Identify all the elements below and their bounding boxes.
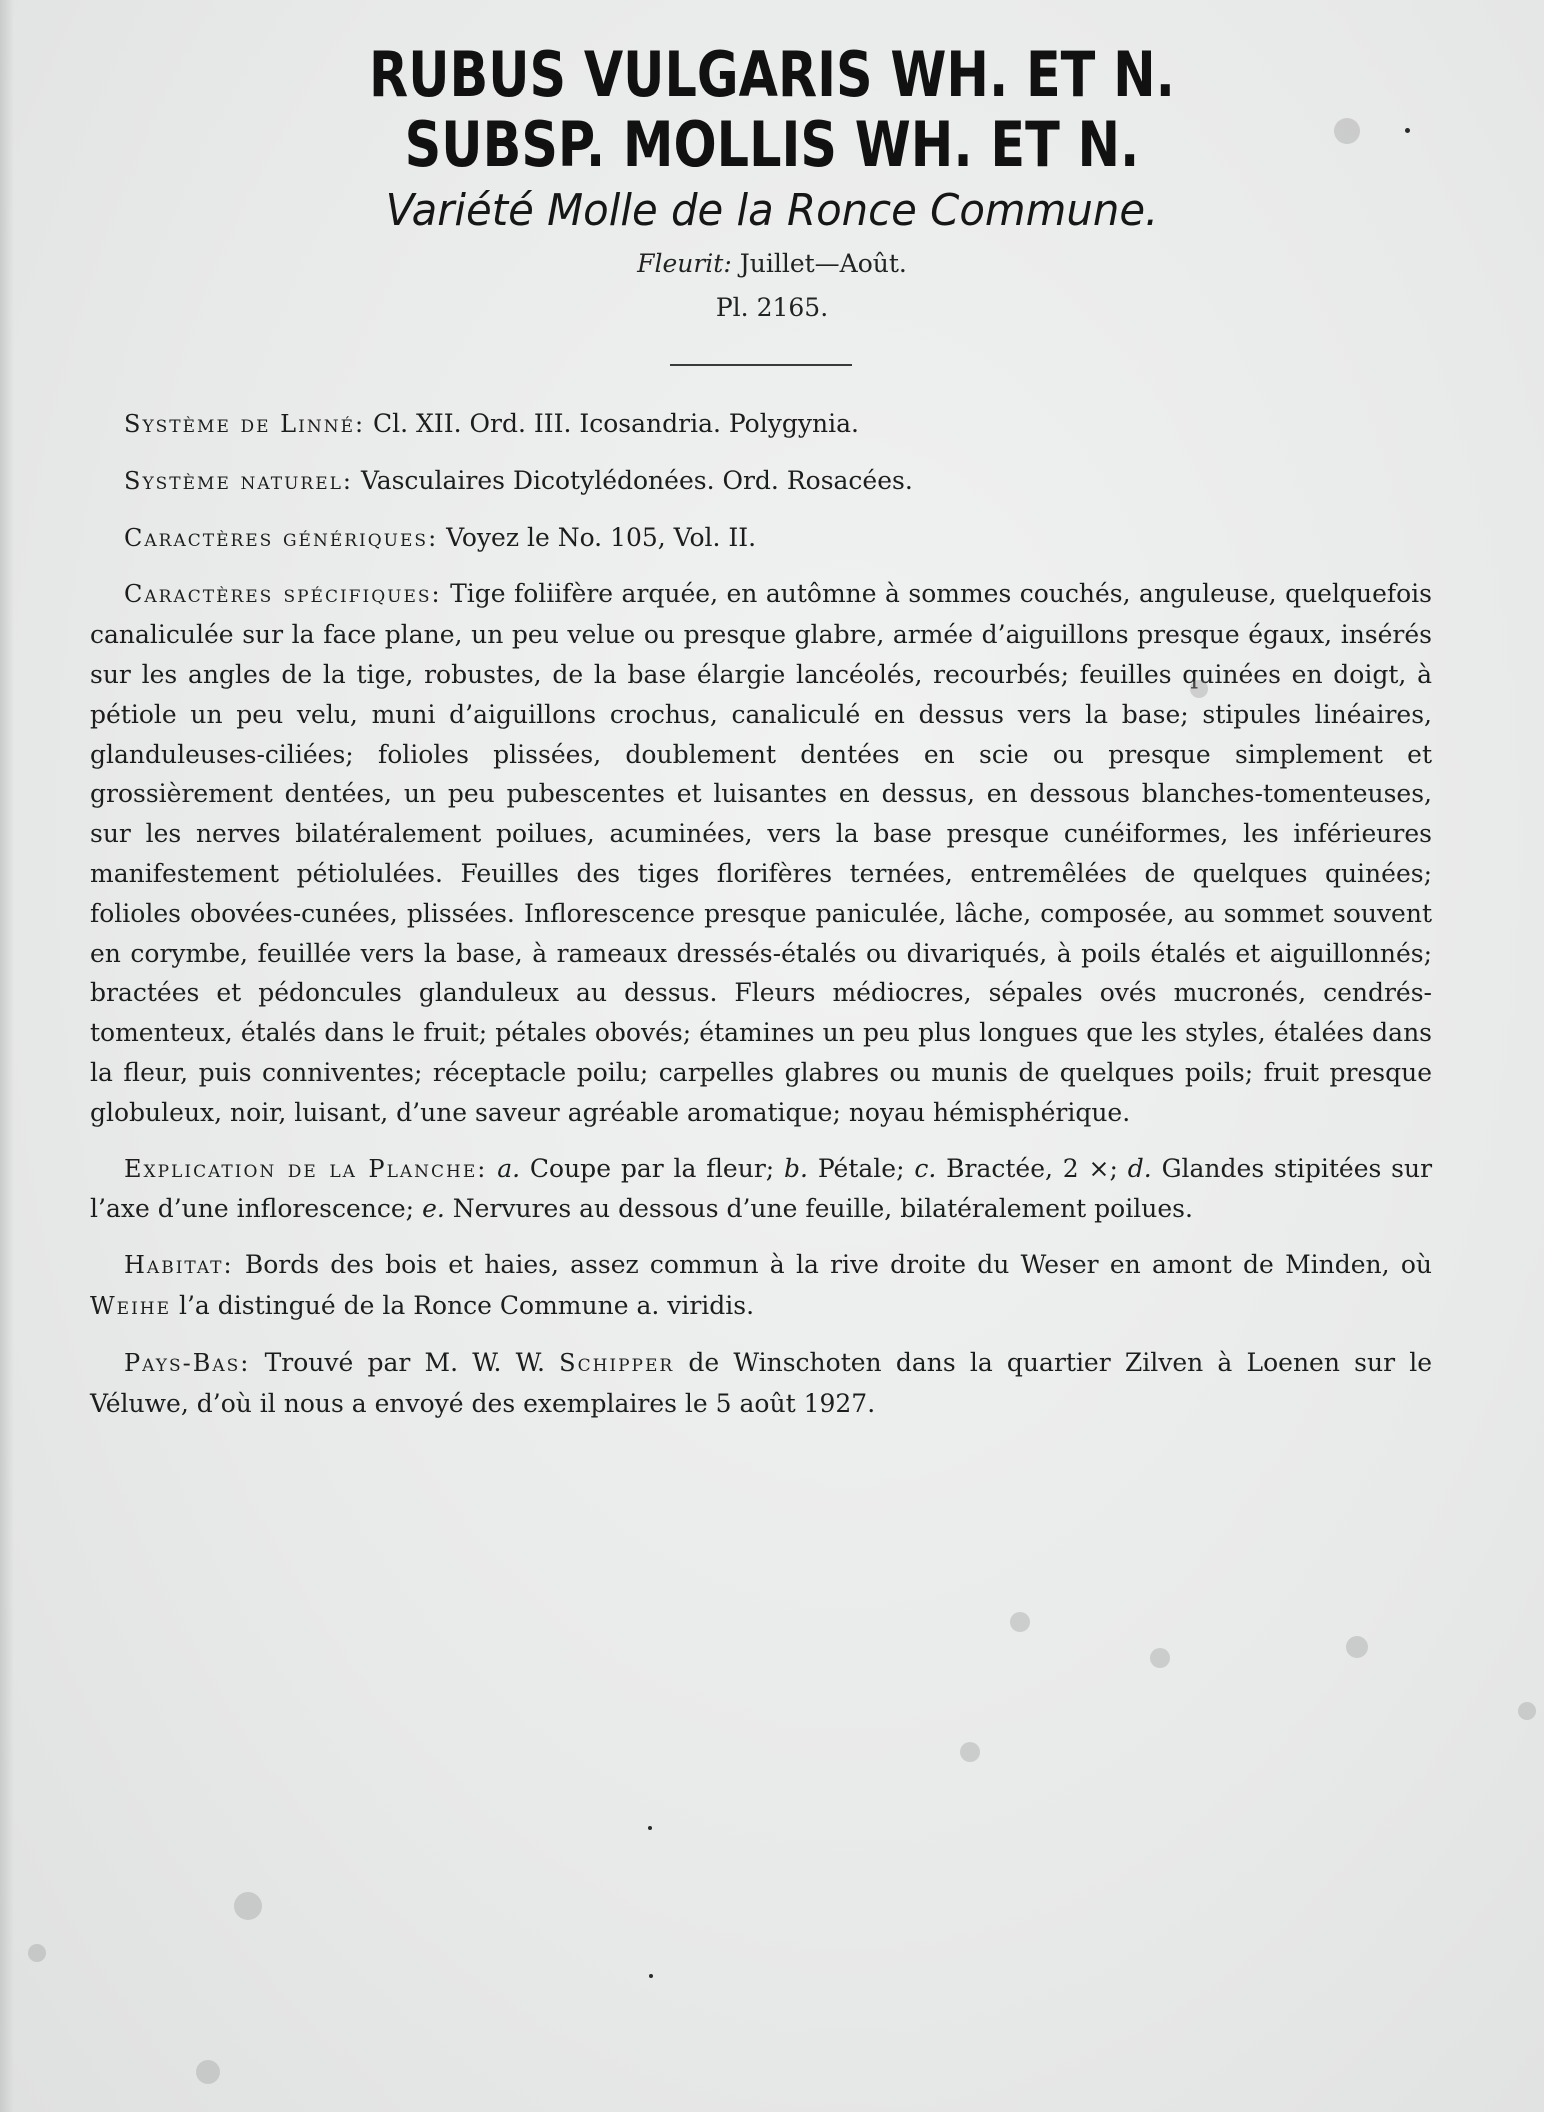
section-naturel-label: Système naturel: <box>124 466 353 495</box>
paper-speck <box>234 1892 262 1920</box>
title-line-1: RUBUS VULGARIS WH. ET N. <box>369 38 1175 111</box>
paper-speck <box>1334 118 1360 144</box>
section-habitat-text-2: l’a distingué de la Ronce Commune a. viridis. <box>178 1290 755 1320</box>
plate-text-b: Pétale; <box>817 1153 905 1183</box>
plate-text-c: Bractée, 2 ×; <box>946 1153 1118 1183</box>
section-linne-text: Cl. XII. Ord. III. Icosandria. Polygynia. <box>373 409 859 438</box>
plate-letter-c: c. <box>914 1153 937 1183</box>
header <box>0 40 1544 326</box>
subtitle: Variété Molle de la Ronce Commune. <box>385 185 1159 236</box>
section-linne-label: Système de Linné: <box>124 410 366 438</box>
section-habitat-label: Habitat: <box>124 1251 234 1280</box>
section-habitat-text-1: Bords des bois et haies, assez commun à la rive droite du Weser en amont de Minden, où <box>244 1250 1432 1280</box>
section-explication-label: Explication de la Planche: <box>124 1154 488 1183</box>
plate-letter-b: b. <box>784 1153 808 1183</box>
section-habitat <box>90 1245 1432 1327</box>
plate-letter-e: e. <box>422 1194 445 1224</box>
section-paysbas-text-2: de Winschoten dans la quartier Zilven à Loenen sur le Véluwe, d’où il nous a envoyé des exemplaires le 5 août 1927. <box>90 1347 1432 1418</box>
section-specifiques <box>90 574 1432 1132</box>
section-generiques-text: Voyez le No. 105, Vol. II. <box>446 522 757 552</box>
flowering-label: Fleurit: <box>637 249 732 278</box>
paper-speck <box>960 1742 980 1762</box>
section-specifiques-label: Caractères spécifiques: <box>124 580 442 609</box>
paper-speck <box>1346 1636 1368 1658</box>
section-paysbas <box>90 1343 1432 1424</box>
section-specifiques-text: Tige foliifère arquée, en autômne à sommes couchés, anguleuse, quelquefois canaliculée sur la face plane, un peu velue ou presque glabre, armée d’aiguillons presque égaux, insérés sur les angles de la tige, robustes, de la base élargie lancéolés, recourbés; feuilles quinées en doigt, à pétiole un peu velu, muni d’aiguillons crochus, canaliculé en dessus vers la base; stipules linéaires, glanduleuses-ciliées; folioles plissées, doublement dentées en scie ou presque simplement et grossièrement dentées, un peu pubescentes et luisantes en dessus, en dessous blanches-tomenteuses, sur les nerves bilatéralement poilues, acuminées, vers la base presque cunéiformes, les inférieures manifestement pétiolulées. Feuilles des tiges florifères ternées, entremêlées de quelques quinées; folioles obovées-cunées, plissées. Inflorescence presque paniculée, lâche, composée, au sommet souvent en corymbe, feuillée vers la base, à rameaux dressés-étalés ou divariqués, à poils étalés et aiguillonnés; bractées et pédoncules glanduleux au dessus. Fleurs médiocres, sépales ovés mucronés, cendrés-tomenteux, étalés dans le fruit; pétales obovés; étamines un peu plus longues que les styles, étalées dans la fleur, puis conniventes; réceptacle poilu; carpelles glabres ou munis de quelques poils; fruit presque globuleux, noir, luisant, d’une saveur agréable aromatique; noyau hémisphérique. <box>90 579 1432 1127</box>
plate-letter-a: a. <box>497 1153 521 1183</box>
plate-text-d: Glandes stipitées sur l’axe d’une inflorescence; <box>90 1153 1433 1224</box>
section-paysbas-text-1: Trouvé par M. W. W. <box>264 1347 545 1377</box>
paper-speck <box>1518 1702 1536 1720</box>
flowering-value: Juillet—Août. <box>739 249 907 278</box>
section-linne <box>90 404 1432 445</box>
title-line-2: SUBSP. MOLLIS WH. ET N. <box>404 108 1140 181</box>
section-explication <box>90 1149 1432 1230</box>
paper-dot <box>1405 128 1410 133</box>
section-generiques <box>90 518 1432 559</box>
paper-speck <box>1190 680 1208 698</box>
body-text <box>90 404 1432 1439</box>
plate-text-e: Nervures au dessous d’une feuille, bilatéralement poilues. <box>452 1194 1193 1224</box>
header-divider <box>670 364 852 366</box>
section-paysbas-name: Schipper <box>559 1348 675 1377</box>
paper-speck <box>196 2060 220 2084</box>
paper-speck <box>1010 1612 1030 1632</box>
section-generiques-label: Caractères génériques: <box>124 523 439 552</box>
paper-speck <box>1150 1648 1170 1668</box>
section-habitat-name: Weihe <box>90 1291 172 1320</box>
paper-dot <box>648 1826 652 1830</box>
plate-text-a: Coupe par la fleur; <box>529 1153 775 1183</box>
paper-speck <box>28 1944 46 1962</box>
section-naturel-text: Vasculaires Dicotylédonées. Ord. Rosacées. <box>360 465 913 495</box>
section-naturel <box>90 461 1432 502</box>
paper-dot <box>649 1974 653 1978</box>
flowering-line <box>0 246 1544 282</box>
plate-number: Pl. 2165. <box>715 293 829 322</box>
section-paysbas-label: Pays-Bas: <box>124 1348 251 1377</box>
plate-letter-d: d. <box>1127 1153 1152 1183</box>
